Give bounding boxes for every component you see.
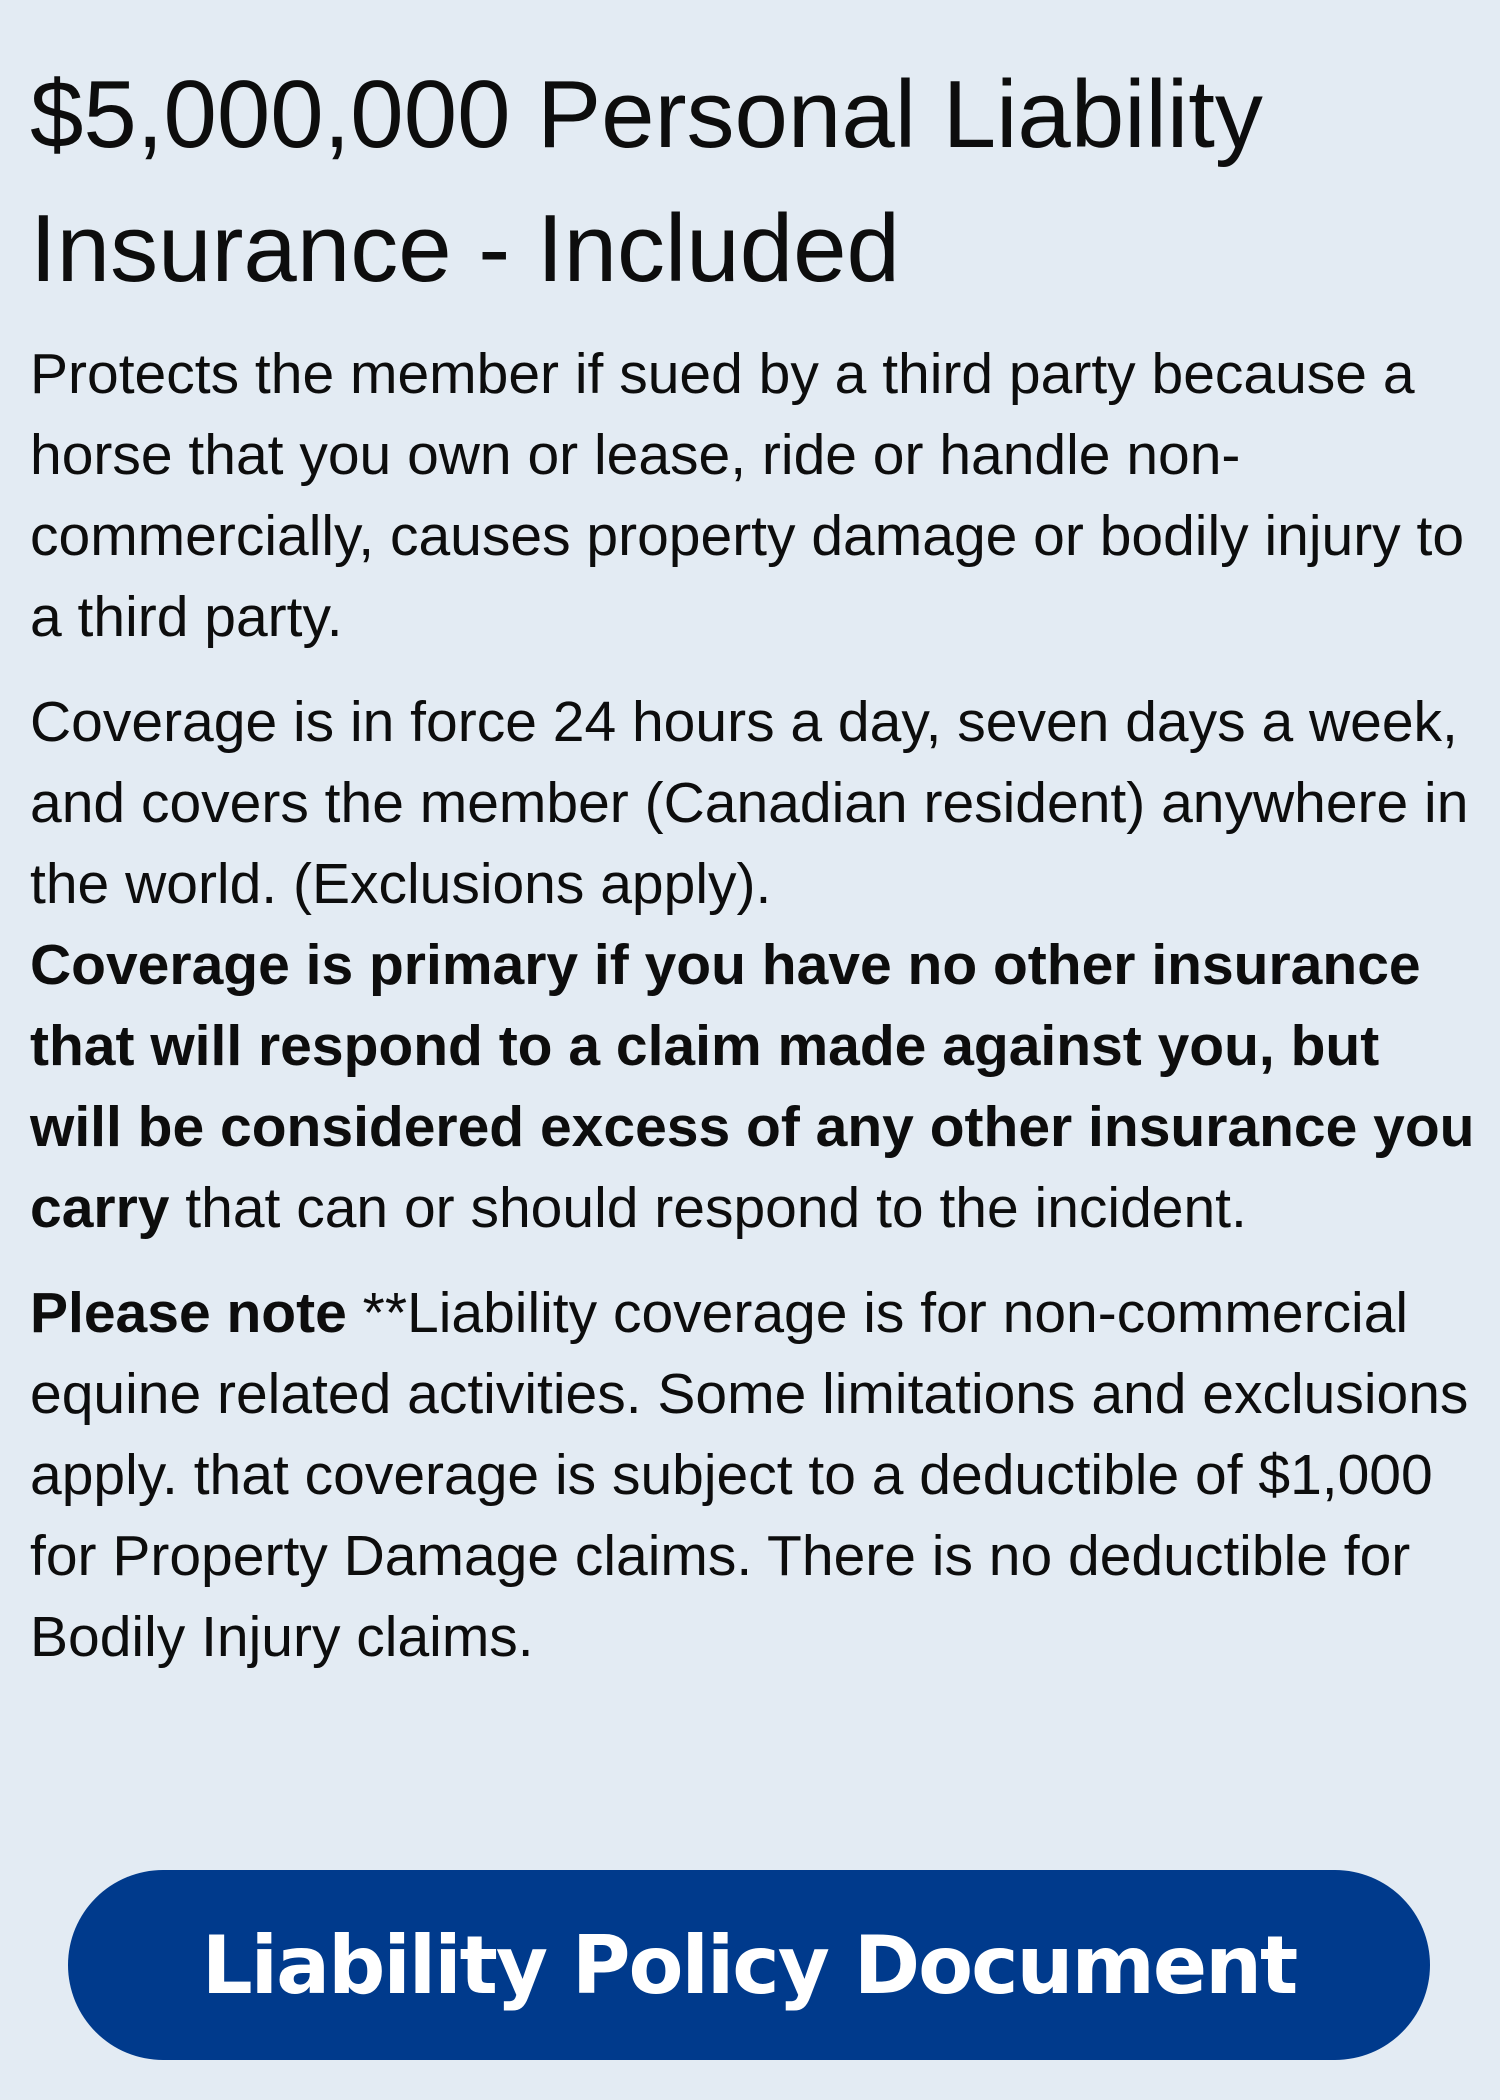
liability-policy-document-button[interactable] [68,1870,1430,2060]
coverage-scope-text: Coverage is in force 24 hours a day, seven days a week, and covers the member (Canadian resident) anywhere in the world. (Exclusions apply). [30,690,1469,916]
note-body: **Liability coverage is for non-commercial equine related activities. Some limitations and exclusions apply. that coverage is subject to a deductible of $1,000 for Property Damage claims. There is no deductible for Bodily Injury claims. [30,1281,1469,1669]
primary-coverage-text [30,925,1480,1249]
page-title: $5,000,000 Personal Liability Insurance - Included [30,61,1263,302]
protection-description: Protects the member if sued by a third party because a horse that you own or lease, ride or handle non-commercially, causes property damage or bodily injury to a third party. [30,342,1465,649]
primary-coverage-bold: Coverage is primary if you have no other insurance that will respond to a claim made against you, but will be considered excess of any other insurance you carry [30,933,1475,1240]
primary-coverage-rest: that can or should respond to the incident. [169,1176,1247,1240]
note-label: Please note [30,1281,347,1345]
note-text [30,1273,1480,1678]
liability-policy-document-label: Liability Policy Document [201,1918,1297,2012]
